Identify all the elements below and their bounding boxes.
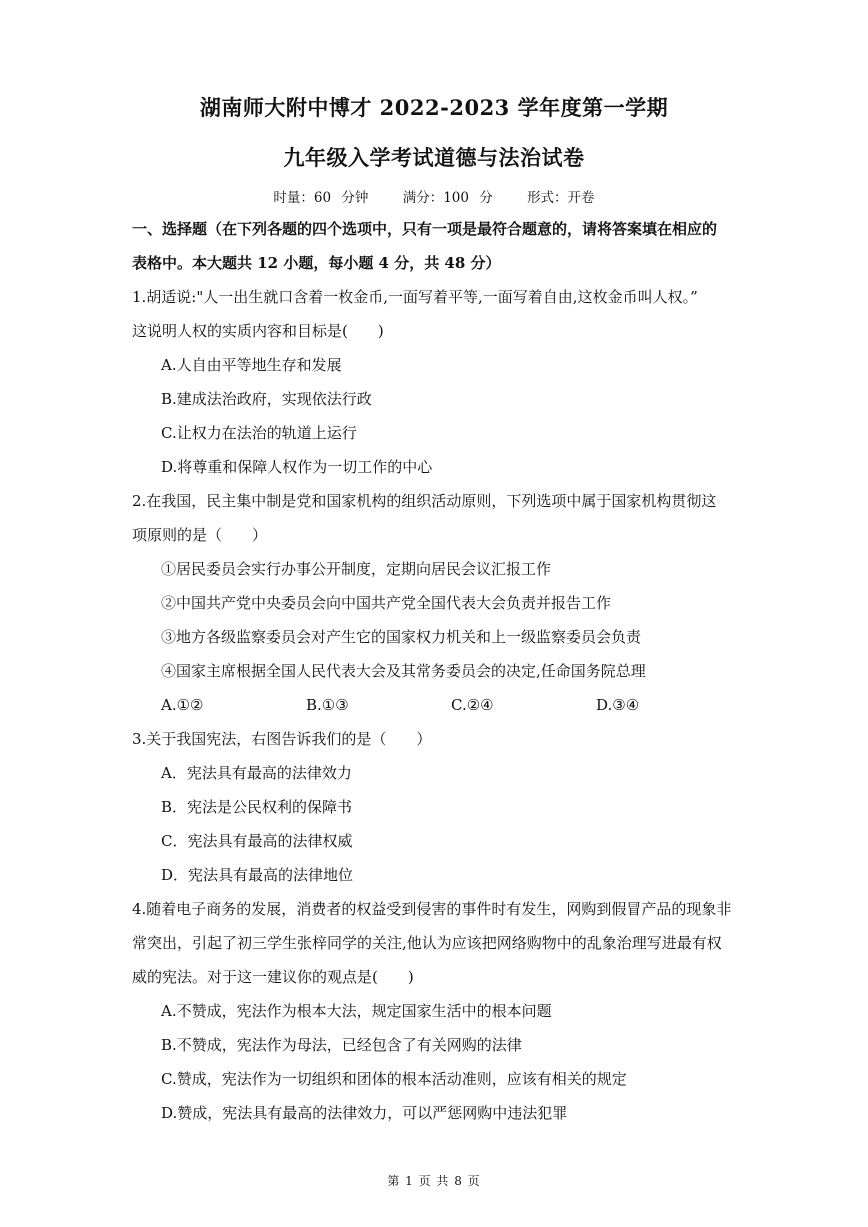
question-2-item-4: ④国家主席根据全国人民代表大会及其常务委员会的决定,任命国务院总理 — [161, 662, 646, 680]
question-4-option-b: B.不赞成，宪法作为母法，已经包含了有关网购的法律 — [161, 1036, 522, 1054]
question-1-option-c: C.让权力在法治的轨道上运行 — [161, 424, 357, 442]
exam-form: 形式：开卷 — [527, 190, 595, 206]
exam-subtitle: 九年级入学考试道德与法治试卷 — [283, 145, 585, 170]
exam-time: 时量：60 分钟 — [273, 190, 369, 206]
question-3-stem: 3.关于我国宪法，右图告诉我们的是（ ） — [132, 730, 432, 748]
question-4-option-d: D.赞成，宪法具有最高的法律效力，可以严惩网购中违法犯罪 — [161, 1104, 568, 1122]
question-1-option-d: D.将尊重和保障人权作为一切工作的中心 — [161, 458, 433, 476]
question-2-item-3: ③地方各级监察委员会对产生它的国家权力机关和上一级监察委员会负责 — [161, 628, 642, 646]
question-4-option-c: C.赞成，宪法作为一切组织和团体的根本活动准则，应该有相关的规定 — [161, 1070, 627, 1088]
question-2-stem: 2.在我国，民主集中制是党和国家机构的组织活动原则，下列选项中属于国家机构贯彻这 — [132, 492, 717, 510]
question-3-option-a: A．宪法具有最高的法律效力 — [161, 764, 352, 782]
exam-score: 满分：100 分 — [402, 190, 493, 206]
question-4-option-a: A.不赞成，宪法作为根本大法，规定国家生活中的根本问题 — [161, 1002, 552, 1020]
question-4-stem-cont: 常突出，引起了初三学生张梓同学的关注,他认为应该把网络购物中的乱象治理写进最有权 — [132, 934, 722, 952]
question-2-options — [132, 688, 744, 722]
page-footer: 第 1 页 共 8 页 — [387, 1174, 481, 1188]
question-3-option-d: D．宪法具有最高的法律地位 — [161, 866, 354, 884]
question-4-stem-cont-2: 威的宪法。对于这一建议你的观点是( ) — [132, 968, 414, 986]
question-4-stem: 4.随着电子商务的发展，消费者的权益受到侵害的事件时有发生，网购到假冒产品的现象非 — [132, 900, 732, 918]
exam-meta — [0, 186, 868, 206]
question-1-stem: 1.胡适说:"人一出生就口含着一枚金币,一面写着平等,一面写着自由,这枚金币叫人权。” — [132, 288, 698, 306]
question-2-option-d: D.③④ — [596, 696, 640, 714]
exam-title: 湖南师大附中博才 2022-2023 学年度第一学期 — [199, 95, 669, 120]
question-3-option-b: B．宪法是公民权利的保障书 — [161, 798, 353, 816]
question-2-stem-cont: 项原则的是（ ） — [132, 526, 268, 544]
section-heading: 一、选择题（在下列各题的四个选项中，只有一项是最符合题意的，请将答案填在相应的 — [132, 220, 718, 238]
question-3-option-c: C．宪法具有最高的法律权威 — [161, 832, 353, 850]
question-2-option-a: A.①② — [161, 696, 204, 714]
question-1-option-a: A.人自由平等地生存和发展 — [161, 356, 342, 374]
question-2-item-2: ②中国共产党中央委员会向中国共产党全国代表大会负责并报告工作 — [161, 594, 612, 612]
question-2-option-c: C.②④ — [451, 696, 494, 714]
section-heading-cont: 表格中。本大题共 12 小题，每小题 4 分，共 48 分） — [132, 254, 501, 272]
question-1-option-b: B.建成法治政府，实现依法行政 — [161, 390, 372, 408]
exam-content — [132, 212, 744, 1130]
question-1-stem-cont: 这说明人权的实质内容和目标是( ) — [132, 322, 384, 340]
question-2-option-b: B.①③ — [306, 696, 349, 714]
question-2-item-1: ①居民委员会实行办事公开制度，定期向居民会议汇报工作 — [161, 560, 552, 578]
